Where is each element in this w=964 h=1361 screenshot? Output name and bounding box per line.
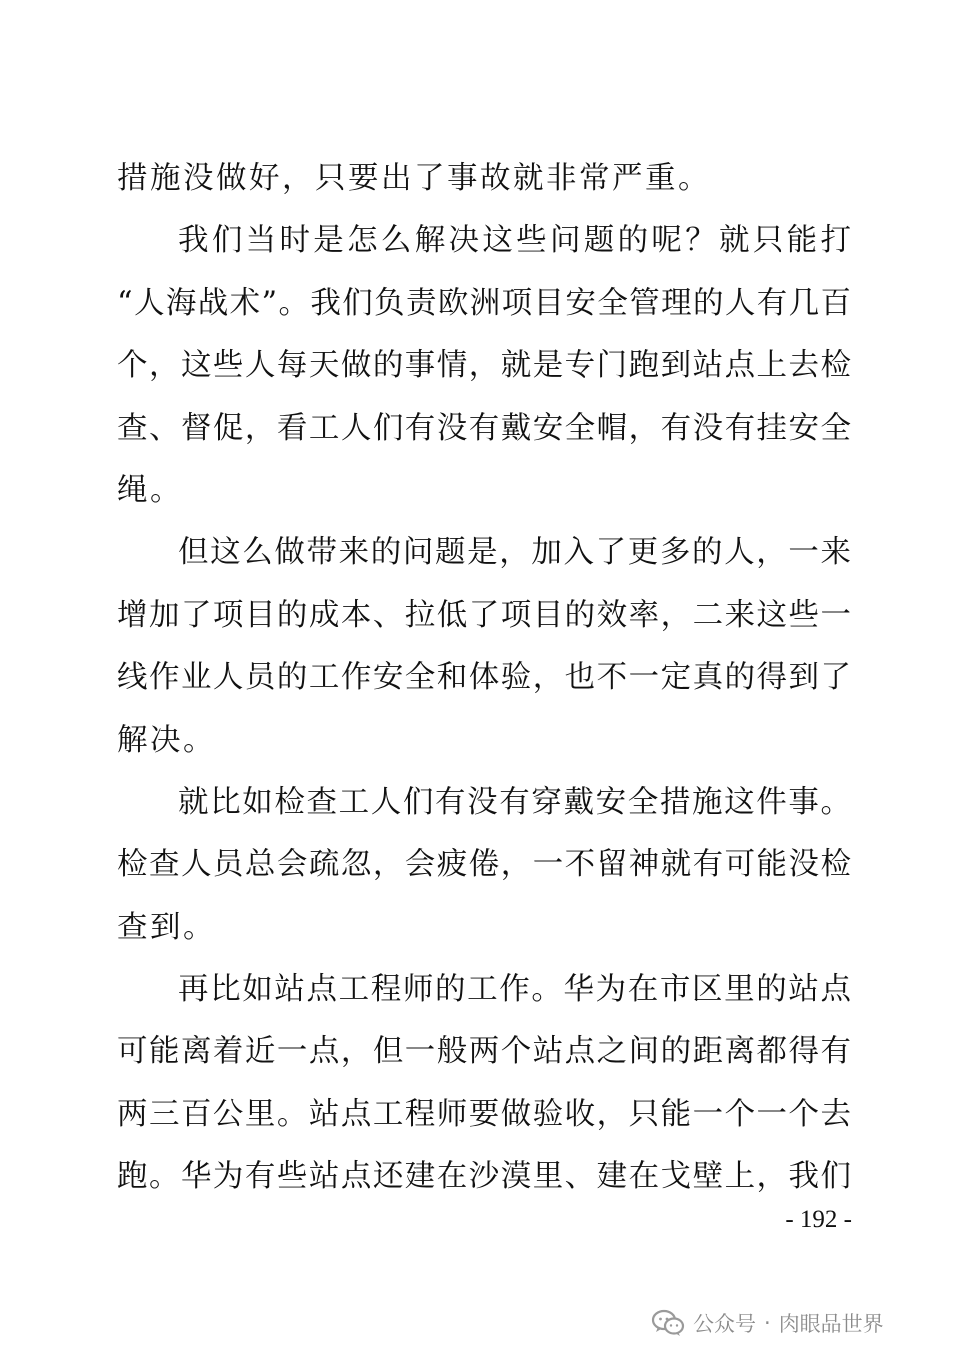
text-line: 绳。 — [117, 472, 183, 508]
text-line: 查、督促，看工人们有没有戴安全帽，有没有挂安全 — [117, 410, 851, 446]
text-line: “人海战术”。我们负责欧洲项目安全管理的人有几百 — [117, 285, 851, 321]
body-text — [117, 148, 851, 1209]
paragraph-first-line: 但这么做带来的问题是，加入了更多的人，一来 — [178, 535, 851, 571]
watermark-separator: · — [764, 1311, 771, 1335]
text-line: 解决。 — [117, 722, 216, 758]
text-line: 检查人员总会疏忽，会疲倦，一不留神就有可能没检 — [117, 847, 851, 883]
text-line: 增加了项目的成本、拉低了项目的效率，二来这些一 — [117, 597, 851, 633]
text-line: 两三百公里。站点工程师要做验收，只能一个一个去 — [117, 1096, 851, 1132]
paragraph-first-line: 我们当时是怎么解决这些问题的呢？就只能打 — [178, 223, 851, 259]
paragraph-first-line: 再比如站点工程师的工作。华为在市区里的站点 — [178, 972, 851, 1008]
text-line: 线作业人员的工作安全和体验，也不一定真的得到了 — [117, 660, 851, 696]
watermark-prefix: 公众号 — [693, 1312, 756, 1336]
text-line: 跑。华为有些站点还建在沙漠里、建在戈壁上，我们 — [117, 1159, 851, 1195]
text-line: 措施没做好，只要出了事故就非常严重。 — [117, 161, 711, 196]
text-line: 查到。 — [117, 909, 216, 945]
watermark — [651, 1301, 884, 1345]
paragraph-first-line: 就比如检查工人们有没有穿戴安全措施这件事。 — [178, 784, 851, 820]
wechat-official-account-icon — [651, 1308, 685, 1338]
text-line: 个，这些人每天做的事情，就是专门跑到站点上去检 — [117, 348, 851, 384]
watermark-account-name: 肉眼品世界 — [778, 1312, 884, 1336]
text-line: 可能离着近一点，但一般两个站点之间的距离都得有 — [117, 1034, 851, 1070]
page-number: - 192 - — [785, 1206, 852, 1233]
